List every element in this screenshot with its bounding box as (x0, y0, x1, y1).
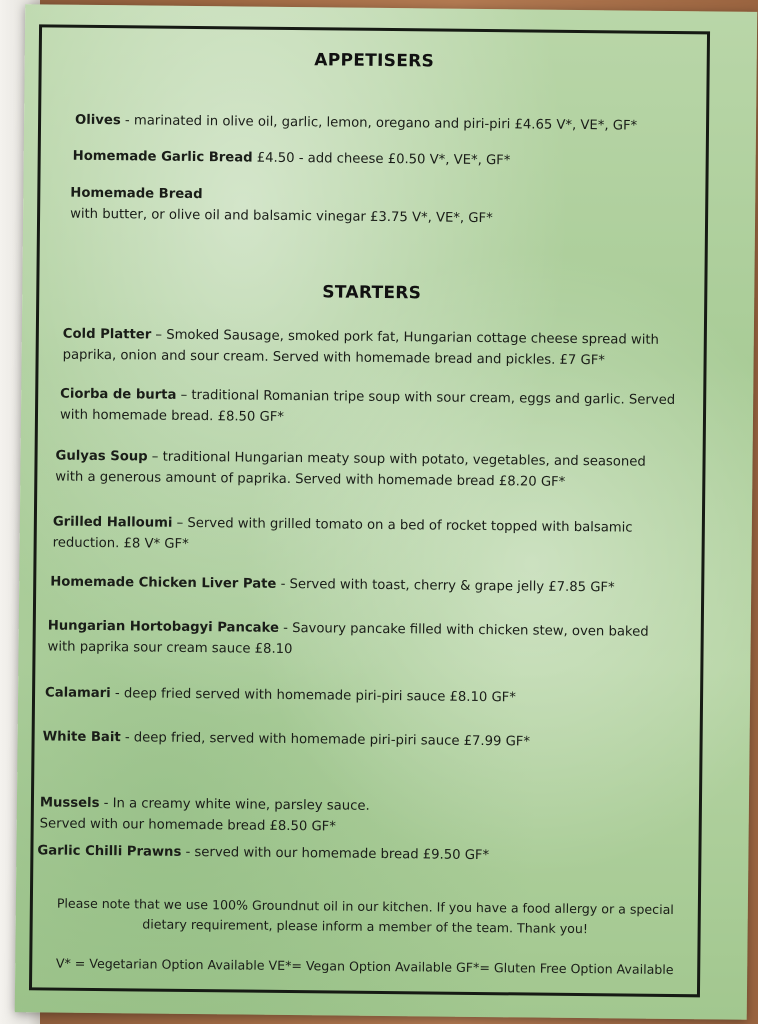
menu-item (75, 110, 695, 137)
item-name: Olives (75, 112, 121, 129)
menu-item (53, 512, 673, 560)
item-desc: – traditional Hungarian meaty soup with potato, vegetables, and seasoned with a generous amount of paprika. Served with homemade bread £8.20 GF* (55, 449, 646, 490)
item-desc: - marinated in olive oil, garlic, lemon, oregano and piri-piri £4.65 V*, VE*, GF* (120, 113, 638, 134)
item-desc: with butter, or olive oil and balsamic vinegar £3.75 V*, VE*, GF* (70, 206, 493, 227)
item-name: Cold Platter (62, 326, 152, 343)
item-name: Mussels (39, 795, 100, 812)
item-desc: £4.50 - add cheese £0.50 V*, VE*, GF* (252, 150, 511, 169)
menu-item (43, 726, 663, 753)
menu-page (15, 4, 758, 1020)
appetisers-heading: APPETISERS (314, 50, 435, 72)
item-name: Homemade Chicken Liver Pate (50, 574, 277, 592)
item-desc: – traditional Romanian tripe soup with sour cream, eggs and garlic. Served with homemade bread. £8.50 GF* (59, 387, 676, 425)
item-name: Gulyas Soup (55, 448, 148, 465)
item-name: Calamari (45, 685, 111, 702)
menu-item (70, 183, 690, 231)
item-desc: - served with our homemade bread £9.50 GF* (181, 844, 490, 864)
item-name: Ciorba de burta (60, 386, 177, 403)
menu-item (47, 615, 667, 663)
menu-item (50, 571, 670, 598)
item-name: Grilled Halloumi (52, 514, 173, 531)
item-name: Homemade Garlic Bread (72, 148, 253, 166)
allergy-note: Please note that we use 100% Groundnut oil in our kitchen. If you have a food allergy or a special dietary requirement, please inform a member of the team. Thank you! (56, 895, 674, 937)
item-name: White Bait (42, 729, 121, 746)
dietary-legend: V* = Vegetarian Option Available VE*= Vegan Option Available GF*= Gluten Free Option Available (55, 955, 674, 978)
menu-item (73, 146, 693, 173)
item-desc: - deep fried served with homemade piri-piri sauce £8.10 GF* (110, 686, 516, 706)
item-name: Garlic Chilli Prawns (37, 843, 182, 860)
menu-item (60, 384, 680, 432)
menu-border-frame (29, 24, 710, 997)
item-name: Hungarian Hortobagyi Pancake (47, 618, 280, 636)
menu-item (63, 324, 683, 372)
item-desc: - Savoury pancake filled with chicken stew, oven baked with paprika sour cream sauce £8.10 (47, 620, 649, 658)
starters-heading: STARTERS (322, 282, 422, 304)
item-desc: - deep fried, served with homemade piri-piri sauce £7.99 GF* (120, 730, 531, 750)
item-desc: - In a creamy white wine, parsley sauce. Served with our homemade bread £8.50 GF* (39, 796, 370, 835)
menu-item (55, 446, 675, 494)
item-name: Homemade Bread (70, 185, 203, 203)
menu-item (37, 840, 657, 867)
item-desc: - Served with toast, cherry & grape jelly £7.85 GF* (276, 576, 615, 596)
menu-item (40, 771, 661, 840)
item-desc: – Smoked Sausage, smoked pork fat, Hungarian cottage cheese spread with paprika, onion and sour cream. Served with homemade bread and pickles. £7 GF* (62, 327, 660, 369)
item-desc: – Served with grilled tomato on a bed of rocket topped with balsamic reduction. £8 V* GF* (52, 515, 633, 552)
menu-item (45, 682, 665, 709)
